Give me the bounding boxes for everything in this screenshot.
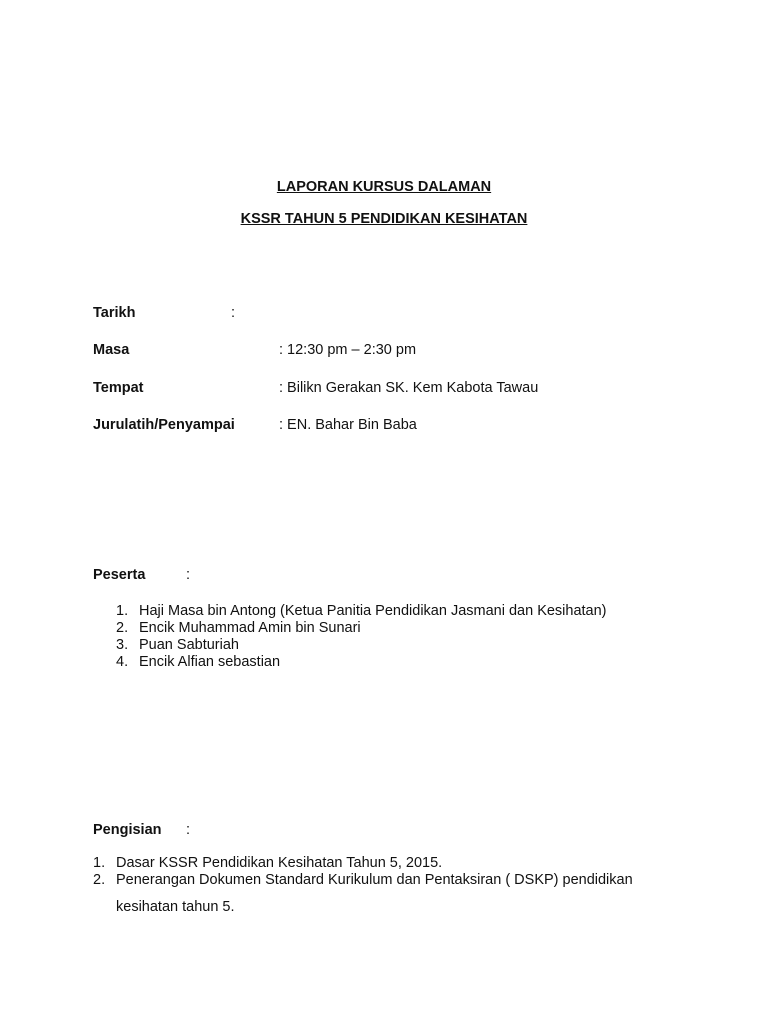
list-item-number: 2.: [116, 620, 129, 636]
list-item-number: 4.: [116, 654, 129, 670]
tarikh-colon: :: [231, 305, 236, 321]
pengisian-item-number: 2.: [93, 872, 106, 888]
pengisian-item-text: Penerangan Dokumen Standard Kurikulum dan Pentaksiran ( DSKP) pendidikan: [116, 872, 633, 888]
pengisian-item-number: 1.: [93, 855, 106, 871]
pengisian-label: Pengisian: [93, 822, 162, 838]
tempat-label: Tempat: [93, 380, 144, 396]
tempat-value: : Bilikn Gerakan SK. Kem Kabota Tawau: [279, 380, 539, 396]
masa-label: Masa: [93, 342, 130, 358]
tarikh-label: Tarikh: [93, 305, 136, 321]
list-item-number: 3.: [116, 637, 129, 653]
list-item-text: Encik Muhammad Amin bin Sunari: [139, 620, 361, 636]
list-item-text: Haji Masa bin Antong (Ketua Panitia Pendidikan Jasmani dan Kesihatan): [139, 603, 607, 619]
document-subtitle: KSSR TAHUN 5 PENDIDIKAN KESIHATAN: [240, 211, 528, 227]
peserta-label: Peserta: [93, 567, 146, 583]
peserta-colon: :: [186, 567, 191, 583]
pengisian-item-text: Dasar KSSR Pendidikan Kesihatan Tahun 5, 2015.: [116, 855, 443, 871]
pengisian-item-continuation: kesihatan tahun 5.: [116, 899, 235, 915]
list-item-text: Encik Alfian sebastian: [139, 654, 281, 670]
jurulatih-label: Jurulatih/Penyampai: [93, 417, 235, 433]
list-item-text: Puan Sabturiah: [139, 637, 239, 653]
masa-value: : 12:30 pm – 2:30 pm: [279, 342, 417, 358]
list-item-number: 1.: [116, 603, 129, 619]
pengisian-colon: :: [186, 822, 191, 838]
jurulatih-value: : EN. Bahar Bin Baba: [279, 417, 417, 433]
document-title: LAPORAN KURSUS DALAMAN: [276, 179, 492, 195]
